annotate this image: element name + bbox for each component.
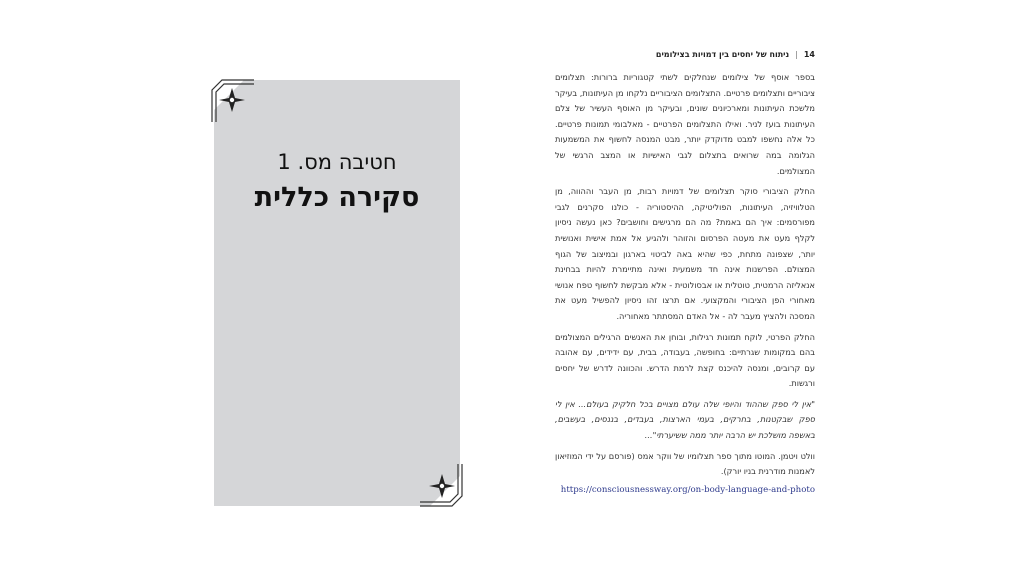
page-number: 14: [803, 50, 815, 59]
chapter-number: חטיבה מס. 1: [277, 150, 397, 174]
paragraph: בספר אוסף של צילומים שנחלקים לשתי קטגוריות ברורות: תצלומים ציבוריים ותצלומים פרטיים. התצלומים הציבוריים נלקחו מן העיתונות, בעיקר מלשכת העיתונות ומארכיונים שונים, ובעיקר מן האוסף העשיר של צלם העיתונות בועז לניר. ואילו התצלומים הפרטיים - מאלבומי תמונות פרטיים. כל אלה נחשפו למבט מדוקדק יותר, מבט המנסה לחשוף את המשמעות הגלומה במה שרואים בתצלום לגבי האישיות או המצב הרגשי של המצולמים.: [555, 72, 815, 176]
running-header: [555, 50, 815, 59]
chapter-heading: [210, 150, 464, 215]
body-text: [555, 70, 815, 480]
chapter-title: סקירה כללית: [254, 182, 420, 214]
running-header-title: ניתוח של יחסים בין דמויות בצילומים: [655, 50, 790, 59]
paragraph: החלק הפרטי, לוקח תמונות רגילות, ובוחן את האנשים הרגילים המצולמים בהם במקומות שגרתיים: בחופשה, בעבודה, בבית, עם ידידים, עם אהובה עם קרובים, ומנסה להיכנס קצת לרמת הדרש. והכוונה לדרש של יחסים ורגשות.: [555, 331, 815, 389]
flourish-corner-icon: [210, 78, 256, 124]
quote-paragraph: "אין לי ספק שההוד והיופי שלה עולם מצויים בכל חלקיק בעולם... אין לי ספק שבקטנות, בחרקים, בעמי הארצות, בעבדים, בננסים, בעשבים, באשפה מושלכת יש הרבה יותר ממה ששיערתי"...: [555, 398, 815, 441]
header-separator: |: [795, 50, 798, 59]
chapter-card: [210, 78, 464, 508]
flourish-corner-icon: [418, 462, 464, 508]
source-link[interactable]: https://consciousnessway.org/on-body-language-and-photo: [560, 484, 815, 495]
text-page: [555, 50, 815, 495]
citation-paragraph: וולט ויטמן. המוטו מתוך ספר תצלומיו של ווקר אמס (פורסם על ידי המוזיאון לאמנות מודרנית בניו יורק).: [555, 450, 815, 477]
chapter-card-background: [214, 80, 460, 506]
paragraph: החלק הציבורי סוקר תצלומים של דמויות רבות, מן העבר וההווה, מן הטלוויזיה, העיתונות, הפוליטיקה, ההיסטוריה - כולנו סקרנים לגבי מפורסמים: איך הם באמת? מה הם מרגישים וחושבים? כאן נעשה ניסיון לקלף מעט את מעטה הפרסום והזוהר ולהגיע אל אמת אישית ואנושית יותר, שצפונה מתחת, כפי שהיא באה לביטוי בארגון ובמיצוב של הגוף המצולם. הפרשנות אינה חד משמעית ואינה מתיימרת להיות בבחינת אנאליזה הרמטית, טוטלית או אבסולוטית - אלא מבקשת לחשוף טפח אנושי מאחורי הפן הציבורי והמקצועי. אם תרצו זהו ניסיון להפשיל מעט את המסכה ולהציץ מעבר לה - אל האדם המסתתר מאחוריה.: [555, 186, 815, 321]
